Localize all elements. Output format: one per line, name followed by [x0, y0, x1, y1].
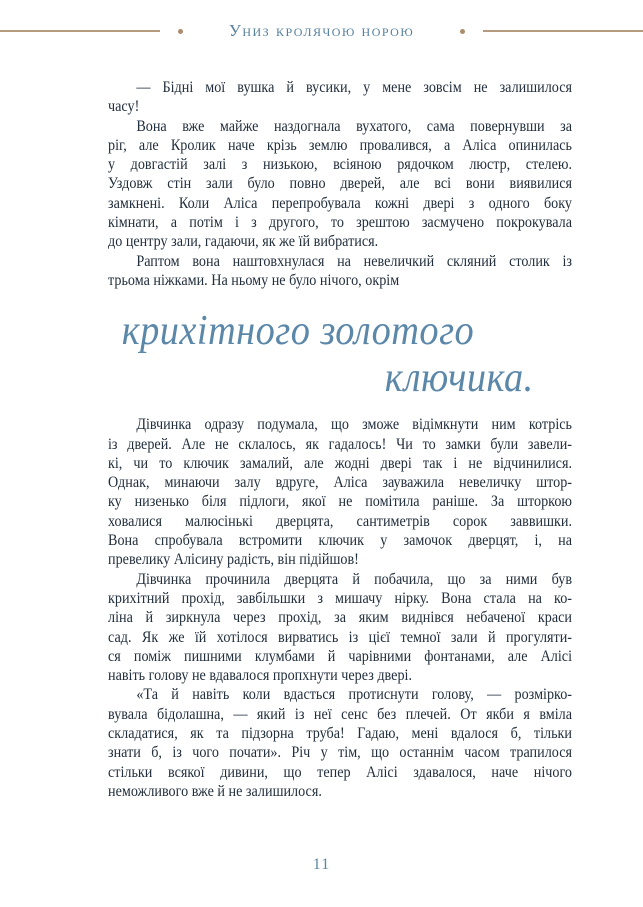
text-line: ліна й зиркнула через прохід, за яким виднівся небаченої краси — [108, 609, 573, 627]
page-footer — [0, 856, 643, 874]
paragraph — [108, 570, 572, 686]
text-line: знати б, із чого почати». Річ у тім, що останнім часом трапилося — [108, 744, 573, 762]
text-line: — Бідні мої вушка й вусики, у мене зовсім не залишилося — [136, 79, 573, 96]
text-line: Дівчинка прочинила дверцята й побачила, що за ними був — [136, 570, 573, 588]
text-line: із дверей. Але не склалось, як гадалось! Чи то замки були завели- — [108, 435, 573, 453]
text-line: кімнати, а потім і з другого, то зрештою засмучено покрокувала — [108, 214, 573, 232]
paragraph — [108, 415, 572, 569]
text-line: Уздовж стін зали було повно дверей, але всі вони виявилися — [108, 175, 573, 193]
paragraph — [108, 78, 572, 117]
text-line: у довгастій залі з низькою, всіяною рядочком люстр, стелею. — [108, 156, 573, 174]
text-line: Вона вже майже наздогнала вухатого, сама повернувши за — [136, 117, 573, 135]
text-column — [108, 78, 572, 801]
paragraph — [108, 117, 572, 252]
text-line: неможливого вже й не залишилося. — [108, 782, 322, 800]
text-line: ховалися малюсінькі дверцята, сантиметрів сорок заввишки. — [108, 512, 573, 530]
text-line: навіть голову не вдавалося пропхнути через двері. — [108, 667, 412, 685]
text-line: складатися, як та підзорна труба! Гадаю, мені вдалося б, тільки — [108, 725, 573, 743]
text-line: ку низенько біля підлоги, якої не помітила раніше. За шторкою — [108, 493, 573, 511]
text-line: Дівчинка одразу подумала, що зможе відімкнути ним котрісь — [136, 416, 573, 434]
text-line: до центру зали, гадаючи, як же їй вибратися. — [108, 233, 379, 251]
text-line: ріг, але Кролик наче крізь землю провалився, а Аліса опинилась — [108, 136, 573, 154]
text-line: Раптом вона наштовхнулася на невеличкий скляний столик із — [136, 252, 573, 270]
text-line: часу! — [108, 98, 140, 116]
display-quote-line: ключика. — [384, 355, 534, 402]
paragraph — [108, 252, 572, 291]
chapter-title: Униз кролячою норою — [228, 21, 415, 40]
header-rule-left — [0, 30, 160, 32]
text-line: Однак, минаючи залу вдруге, Аліса зауважила невеличку штор- — [108, 474, 573, 492]
text-line: вувала бідолашна, — який із неї сенс без плечей. От якби я вміла — [108, 705, 573, 723]
text-line: крихітний прохід, завбільшки з мишачу нірку. Вона стала на ко- — [108, 589, 573, 607]
text-line: сад. Як же їй хотілося вирватись із цієї темної зали й прогуляти- — [108, 628, 573, 646]
text-line: ся поміж пишними клумбами й чарівними фонтанами, але Алісі — [108, 647, 573, 665]
page-number: 11 — [312, 856, 331, 873]
text-line: замкнені. Коли Аліса перепробувала кожні двері з одного боку — [108, 194, 573, 212]
text-line: «Та й навіть коли вдасться протиснути голову, — розмірко- — [136, 686, 573, 704]
text-line: трьома ніжками. На ньому не було нічого, окрім — [108, 271, 400, 289]
dot-ornament-icon — [460, 29, 465, 34]
paragraph — [108, 685, 572, 801]
body-text — [108, 78, 572, 801]
text-line: превелику Алісину радість, він підійшов! — [108, 551, 359, 569]
text-line: стільки всякої дивини, що тепер Алісі здавалося, наче нічого — [108, 763, 573, 781]
text-line: кі, чи то ключик замалий, але жодні двері так і не відчинилися. — [108, 454, 573, 472]
display-quote-line: крихітного золотого — [121, 308, 475, 355]
text-line: Вона спробувала встромити ключик у замочок дверцят, і, на — [108, 532, 573, 550]
chapter-header — [0, 22, 643, 40]
display-quote — [108, 308, 572, 402]
dot-ornament-icon — [178, 29, 183, 34]
header-rule-right — [483, 30, 643, 32]
